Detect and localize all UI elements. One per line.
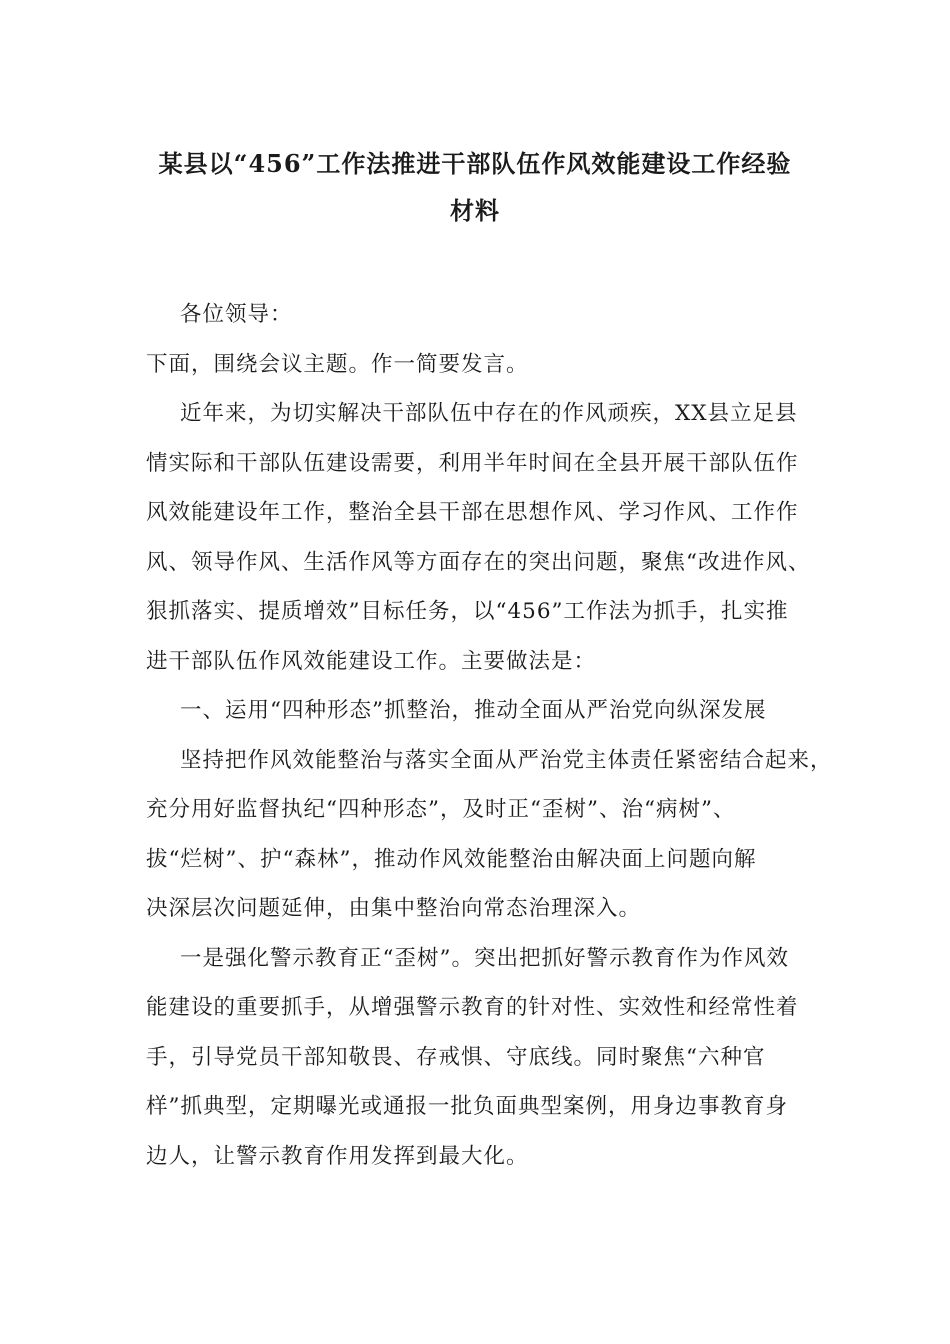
paragraph-line: 手，引导党员干部知敬畏、存戒惧、守底线。同时聚焦“六种官 <box>146 1044 766 1070</box>
paragraph-line: 狠抓落实、提质增效”目标任务，以“456”工作法为抓手，扎实推 <box>146 599 789 624</box>
document-title <box>120 140 830 234</box>
paragraph-line: 风效能建设年工作，整治全县干部在思想作风、学习作风、工作作 <box>146 500 799 525</box>
title-line: 某县以“456”工作法推进干部队伍作风效能建设工作经验 <box>158 149 792 178</box>
paragraph-line: 拔“烂树”、护“森林”，推动作风效能整治由解决面上问题向解 <box>146 846 757 872</box>
paragraph-line: 一是强化警示教育正“歪树”。突出把抓好警示教育作为作风效 <box>180 945 789 971</box>
paragraph-line: 决深层次问题延伸，由集中整治向常态治理深入。 <box>146 896 642 921</box>
salutation: 各位领导： <box>180 302 293 327</box>
paragraph-line: 下面，围绕会议主题。作一简要发言。 <box>146 351 529 377</box>
paragraph-line: 坚持把作风效能整治与落实全面从严治党主体责任紧密结合起来， <box>180 747 833 773</box>
paragraph-line: 情实际和干部队伍建设需要，利用半年时间在全县开展干部队伍作 <box>146 450 799 476</box>
paragraph-line: 充分用好监督执纪“四种形态”，及时正“歪树”、治“病树”、 <box>146 797 736 822</box>
document-body <box>146 290 833 1181</box>
paragraph-line: 风、领导作风、生活作风等方面存在的突出问题，聚焦“改进作风、 <box>146 549 811 575</box>
section-heading: 一、运用“四种形态”抓整治，推动全面从严治党向纵深发展 <box>180 698 767 723</box>
paragraph-line: 边人，让警示教育作用发挥到最大化。 <box>146 1143 529 1169</box>
paragraph-line: 近年来，为切实解决干部队伍中存在的作风顽疾，XX县立足县 <box>180 401 798 426</box>
paragraph-line: 样”抓典型，定期曝光或通报一批负面典型案例，用身边事教育身 <box>146 1094 788 1119</box>
title-line: 材料 <box>450 196 500 225</box>
paragraph-line: 能建设的重要抓手，从增强警示教育的针对性、实效性和经常性着 <box>146 995 799 1020</box>
paragraph-line: 进干部队伍作风效能建设工作。主要做法是： <box>146 648 597 674</box>
